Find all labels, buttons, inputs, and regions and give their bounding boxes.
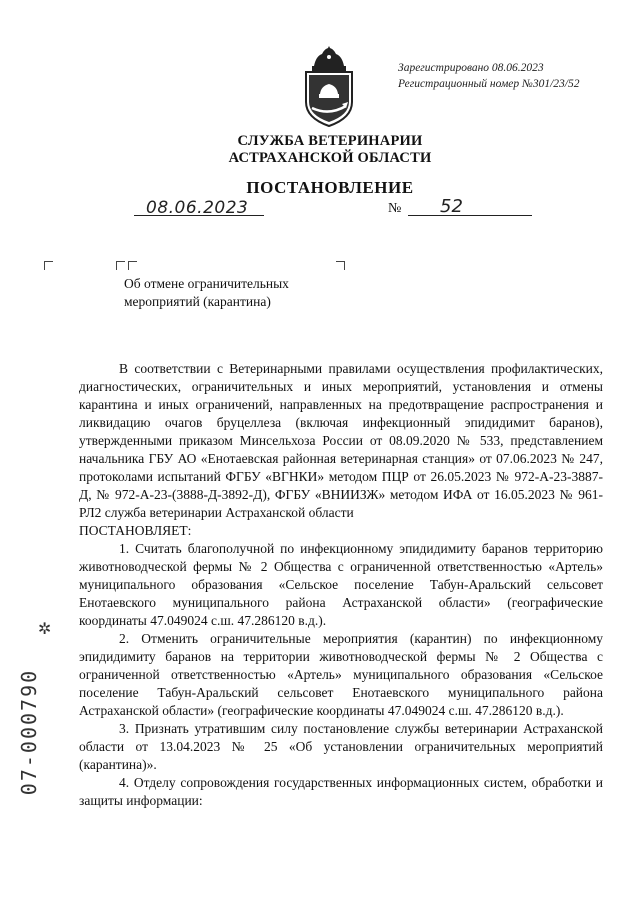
- item-3-paragraph: 3. Признать утратившим силу постановление службы ветеринарии Астраханской области от 13.04.2023 № 25 «Об установлении ограничительных мероприятий (карантина)».: [79, 721, 603, 772]
- document-title: ПОСТАНОВЛЕНИЕ: [246, 178, 414, 197]
- bracket-corner: [116, 261, 125, 270]
- number-sign: №: [388, 201, 402, 216]
- handwritten-number: 52: [440, 196, 463, 217]
- item-1-paragraph: 1. Считать благополучной по инфекционному эпидидимиту баранов территорию животноводческой фермы № 2 Общества с ограниченной ответственностью «Артель» муниципального образования «Сельское поселение Табун-Аральский сельсовет Енотаевского муниципального района Астраханской области» (географические координаты 47.049024 с.ш. 47.286120 в.д.).: [79, 541, 603, 628]
- bracket-corner: [336, 261, 345, 270]
- resolves-heading: ПОСТАНОВЛЯЕТ:: [79, 523, 192, 538]
- item-2-paragraph: 2. Отменить ограничительные мероприятия (карантин) по инфекционному эпидидимиту баранов на территории животноводческой фермы № 2 Общества с ограниченной ответственностью «Артель» муниципального образования «Сельское поселение Табун-Аральский сельсовет Енотаевского муниципального района Астраханской области» (географические координаты 47.049024 с.ш. 47.286120 в.д.).: [79, 631, 603, 718]
- asterisk-mark-icon: ✲: [38, 619, 52, 638]
- subject-line2: мероприятий (карантина): [124, 294, 271, 309]
- side-registration-stamp: 07-000790: [17, 668, 42, 796]
- subject-line1: Об отмене ограничительных: [124, 276, 289, 291]
- subject-block: [124, 275, 289, 311]
- bracket-corner: [44, 261, 53, 270]
- handwritten-date: 08.06.2023: [146, 198, 249, 218]
- preamble-paragraph: В соответствии с Ветеринарными правилами осуществления профилактических, диагностических, ограничительных и иных мероприятий, установления и отмены карантина и иных ограничений, направленных на предотвращение распространения и ликвидацию очагов бруцеллеза (включая инфекционный эпидидимит баранов), утвержденными приказом Минсельхоза России от 08.09.2020 № 533, представлением начальника ГБУ АО «Енотаевская районная ветеринарная станция» от 07.06.2023 № 247, протоколами испытаний ФГБУ «ВГНКИ» методом ПЦР от 26.05.2023 № 972-А-23-3887-Д, № 972-А-23-(3888-Д-3892-Д), ФГБУ «ВНИИЗЖ» методом ИФА от 16.05.2023 № 961-РЛ2 служба ветеринарии Астраханской области: [79, 361, 603, 520]
- bracket-corner: [128, 261, 137, 270]
- document-body: [79, 360, 603, 810]
- agency-name-line1: СЛУЖБА ВЕТЕРИНАРИИ: [237, 133, 423, 149]
- item-4-paragraph: 4. Отделу сопровождения государственных информационных систем, обработки и защиты информации:: [79, 775, 603, 808]
- agency-name-line2: АСТРАХАНСКОЙ ОБЛАСТИ: [228, 150, 432, 166]
- number-underline: [408, 215, 532, 216]
- date-underline: [134, 215, 264, 216]
- registration-date: Зарегистрировано 08.06.2023: [398, 62, 544, 74]
- registration-number: Регистрационный номер №301/23/52: [398, 78, 580, 90]
- coat-of-arms-icon: [300, 44, 358, 128]
